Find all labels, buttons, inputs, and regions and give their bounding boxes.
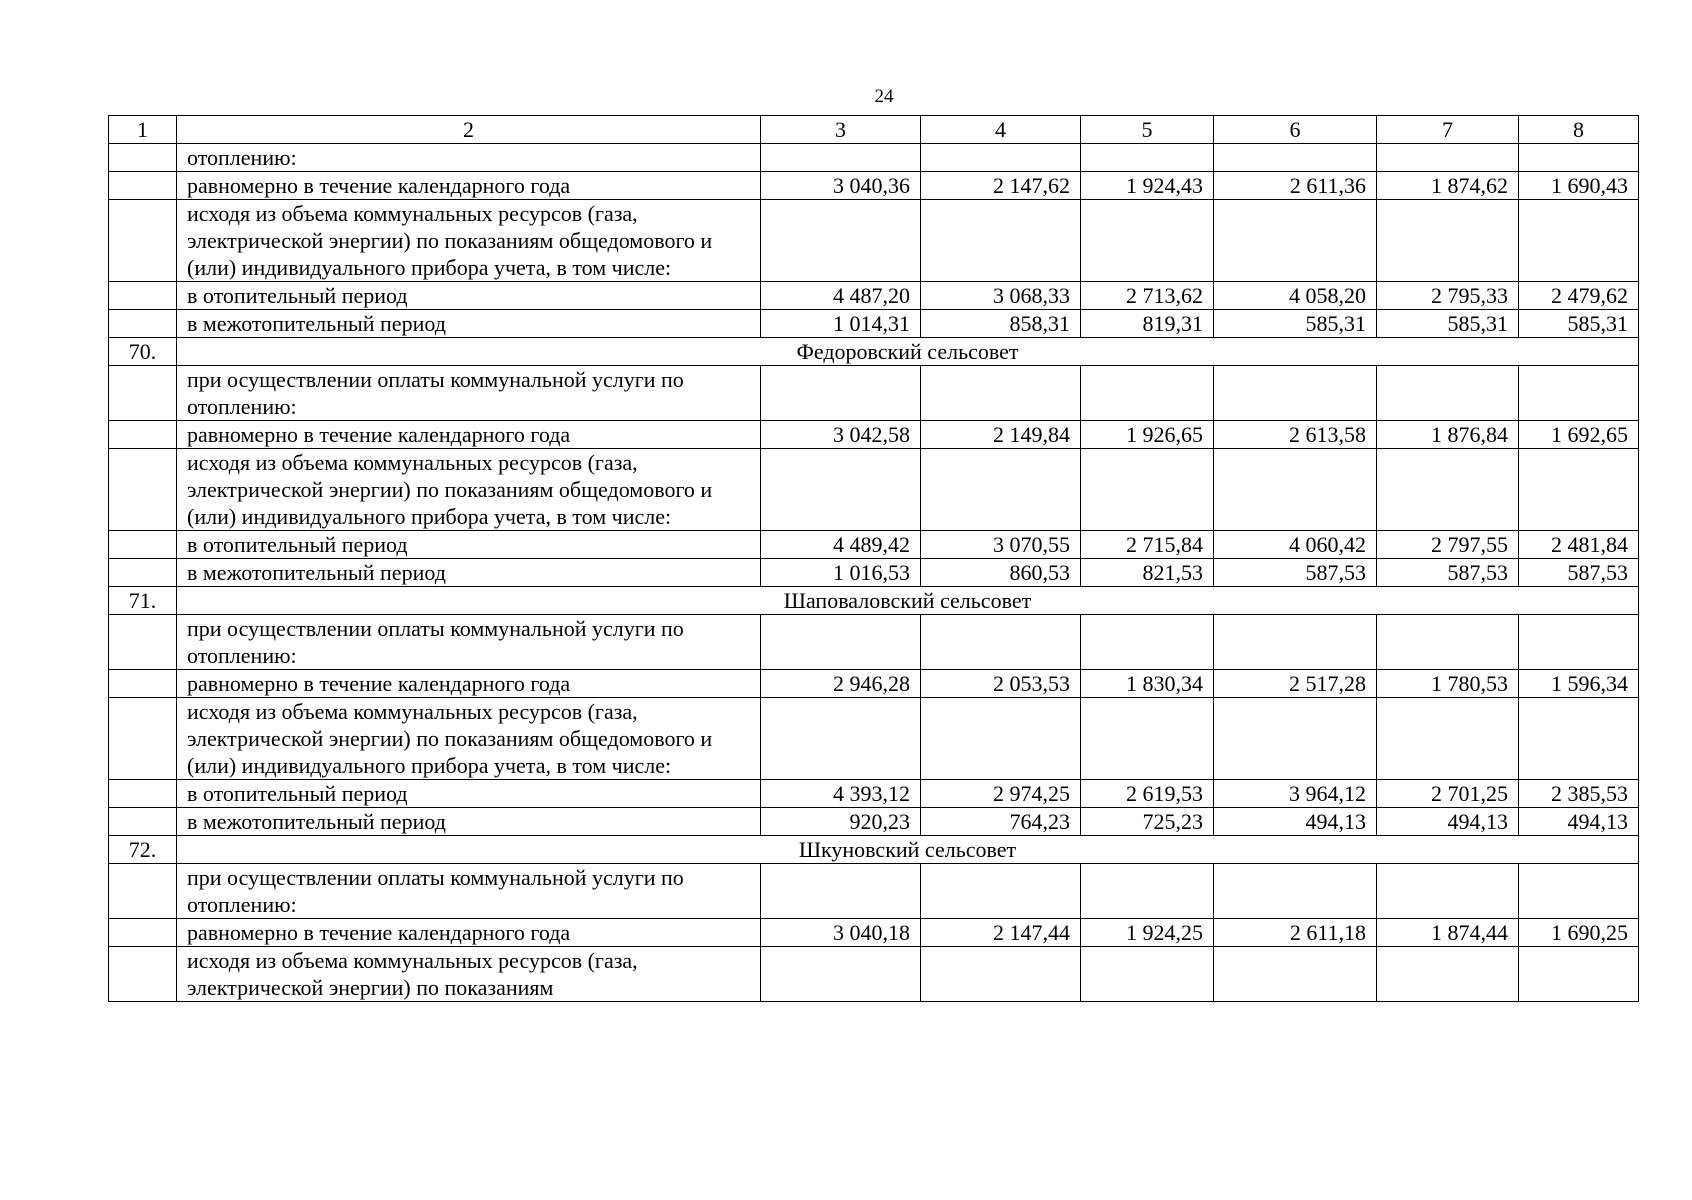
row-description: при осуществлении оплаты коммунальной услуги по отоплению: — [177, 864, 761, 919]
row-index — [109, 531, 177, 559]
table-row — [109, 310, 1639, 338]
row-description: в отопительный период — [177, 282, 761, 310]
value-cell — [1377, 864, 1519, 919]
value-cell — [1377, 449, 1519, 531]
value-cell — [921, 366, 1081, 421]
row-index — [109, 808, 177, 836]
value-cell: 2 147,62 — [921, 172, 1081, 200]
row-index — [109, 282, 177, 310]
value-cell — [1519, 947, 1639, 1002]
value-cell — [1214, 449, 1377, 531]
value-cell — [761, 200, 921, 282]
section-number: 70. — [109, 338, 177, 366]
value-cell: 1 926,65 — [1081, 421, 1214, 449]
table-row — [109, 947, 1639, 1002]
value-cell — [921, 144, 1081, 172]
value-cell: 1 874,62 — [1377, 172, 1519, 200]
value-cell: 920,23 — [761, 808, 921, 836]
row-index — [109, 780, 177, 808]
value-cell — [1377, 698, 1519, 780]
value-cell: 1 690,43 — [1519, 172, 1639, 200]
row-description: при осуществлении оплаты коммунальной услуги по отоплению: — [177, 615, 761, 670]
value-cell — [1081, 615, 1214, 670]
column-number: 2 — [177, 116, 761, 144]
row-index — [109, 172, 177, 200]
value-cell: 2 713,62 — [1081, 282, 1214, 310]
section-title: Шкуновский сельсовет — [177, 836, 1639, 864]
value-cell: 1 876,84 — [1377, 421, 1519, 449]
value-cell — [1081, 200, 1214, 282]
table-row — [109, 282, 1639, 310]
table-row — [109, 449, 1639, 531]
row-description: при осуществлении оплаты коммунальной услуги по отоплению: — [177, 366, 761, 421]
section-title: Шаповаловский сельсовет — [177, 587, 1639, 615]
row-description: в отопительный период — [177, 531, 761, 559]
value-cell — [1377, 947, 1519, 1002]
row-index — [109, 449, 177, 531]
value-cell: 725,23 — [1081, 808, 1214, 836]
row-index — [109, 919, 177, 947]
value-cell — [761, 615, 921, 670]
value-cell — [1519, 144, 1639, 172]
value-cell — [1081, 144, 1214, 172]
value-cell — [1081, 366, 1214, 421]
value-cell — [1519, 366, 1639, 421]
row-index — [109, 947, 177, 1002]
table-row — [109, 698, 1639, 780]
value-cell: 585,31 — [1519, 310, 1639, 338]
table-row — [109, 919, 1639, 947]
value-cell — [1377, 200, 1519, 282]
value-cell: 819,31 — [1081, 310, 1214, 338]
value-cell: 1 596,34 — [1519, 670, 1639, 698]
value-cell: 2 517,28 — [1214, 670, 1377, 698]
row-index — [109, 421, 177, 449]
table-row — [109, 144, 1639, 172]
value-cell: 1 830,34 — [1081, 670, 1214, 698]
value-cell: 3 042,58 — [761, 421, 921, 449]
value-cell: 2 613,58 — [1214, 421, 1377, 449]
value-cell: 821,53 — [1081, 559, 1214, 587]
value-cell: 2 611,36 — [1214, 172, 1377, 200]
value-cell — [1081, 947, 1214, 1002]
value-cell: 587,53 — [1519, 559, 1639, 587]
value-cell: 4 487,20 — [761, 282, 921, 310]
value-cell — [1214, 615, 1377, 670]
table-row — [109, 200, 1639, 282]
column-number: 5 — [1081, 116, 1214, 144]
section-row — [109, 587, 1639, 615]
row-index — [109, 864, 177, 919]
value-cell: 3 040,18 — [761, 919, 921, 947]
row-index — [109, 615, 177, 670]
value-cell: 494,13 — [1519, 808, 1639, 836]
value-cell: 1 924,25 — [1081, 919, 1214, 947]
column-number: 6 — [1214, 116, 1377, 144]
value-cell: 3 070,55 — [921, 531, 1081, 559]
value-cell: 1 874,44 — [1377, 919, 1519, 947]
value-cell: 2 481,84 — [1519, 531, 1639, 559]
value-cell — [1519, 615, 1639, 670]
value-cell: 494,13 — [1214, 808, 1377, 836]
row-index — [109, 310, 177, 338]
value-cell: 764,23 — [921, 808, 1081, 836]
table-row — [109, 780, 1639, 808]
row-description: исходя из объема коммунальных ресурсов (газа, электрической энергии) по показаниям общедомового и (или) индивидуального прибора учета, в том числе: — [177, 698, 761, 780]
section-title: Федоровский сельсовет — [177, 338, 1639, 366]
table-row — [109, 670, 1639, 698]
value-cell: 2 479,62 — [1519, 282, 1639, 310]
value-cell: 2 974,25 — [921, 780, 1081, 808]
value-cell: 1 014,31 — [761, 310, 921, 338]
row-description: равномерно в течение календарного года — [177, 670, 761, 698]
value-cell: 585,31 — [1377, 310, 1519, 338]
value-cell: 2 715,84 — [1081, 531, 1214, 559]
value-cell: 2 946,28 — [761, 670, 921, 698]
value-cell — [1214, 144, 1377, 172]
value-cell — [921, 615, 1081, 670]
value-cell — [1519, 200, 1639, 282]
value-cell — [761, 366, 921, 421]
row-description: в отопительный период — [177, 780, 761, 808]
table-row — [109, 421, 1639, 449]
table-row — [109, 531, 1639, 559]
value-cell: 860,53 — [921, 559, 1081, 587]
column-number: 7 — [1377, 116, 1519, 144]
value-cell: 1 016,53 — [761, 559, 921, 587]
value-cell — [1377, 366, 1519, 421]
page-number: 24 — [874, 86, 894, 107]
value-cell — [1519, 449, 1639, 531]
value-cell: 494,13 — [1377, 808, 1519, 836]
value-cell: 2 701,25 — [1377, 780, 1519, 808]
column-number-row — [109, 116, 1639, 144]
row-index — [109, 200, 177, 282]
value-cell: 3 040,36 — [761, 172, 921, 200]
value-cell: 2 797,55 — [1377, 531, 1519, 559]
value-cell — [921, 698, 1081, 780]
value-cell: 2 795,33 — [1377, 282, 1519, 310]
value-cell — [921, 864, 1081, 919]
value-cell — [1214, 366, 1377, 421]
value-cell — [1081, 698, 1214, 780]
value-cell — [1377, 144, 1519, 172]
value-cell — [1214, 947, 1377, 1002]
section-row — [109, 836, 1639, 864]
row-description: исходя из объема коммунальных ресурсов (газа, электрической энергии) по показаниям общедомового и (или) индивидуального прибора учета, в том числе: — [177, 200, 761, 282]
value-cell: 4 489,42 — [761, 531, 921, 559]
value-cell — [921, 449, 1081, 531]
value-cell: 3 068,33 — [921, 282, 1081, 310]
value-cell: 585,31 — [1214, 310, 1377, 338]
value-cell: 4 060,42 — [1214, 531, 1377, 559]
table-row — [109, 559, 1639, 587]
table-row — [109, 172, 1639, 200]
value-cell — [1214, 698, 1377, 780]
value-cell — [761, 698, 921, 780]
value-cell — [761, 947, 921, 1002]
row-index — [109, 670, 177, 698]
value-cell: 1 692,65 — [1519, 421, 1639, 449]
value-cell: 2 147,44 — [921, 919, 1081, 947]
value-cell: 2 611,18 — [1214, 919, 1377, 947]
value-cell: 2 385,53 — [1519, 780, 1639, 808]
value-cell — [1081, 449, 1214, 531]
value-cell — [761, 144, 921, 172]
value-cell — [1519, 864, 1639, 919]
row-description: в межотопительный период — [177, 310, 761, 338]
row-index — [109, 366, 177, 421]
row-description: исходя из объема коммунальных ресурсов (газа, электрической энергии) по показаниям — [177, 947, 761, 1002]
value-cell: 2 619,53 — [1081, 780, 1214, 808]
section-number: 71. — [109, 587, 177, 615]
value-cell: 587,53 — [1214, 559, 1377, 587]
value-cell: 1 690,25 — [1519, 919, 1639, 947]
value-cell: 3 964,12 — [1214, 780, 1377, 808]
value-cell: 4 058,20 — [1214, 282, 1377, 310]
row-description: исходя из объема коммунальных ресурсов (газа, электрической энергии) по показаниям общедомового и (или) индивидуального прибора учета, в том числе: — [177, 449, 761, 531]
value-cell — [1081, 864, 1214, 919]
value-cell: 1 780,53 — [1377, 670, 1519, 698]
value-cell: 4 393,12 — [761, 780, 921, 808]
value-cell — [921, 947, 1081, 1002]
row-description: равномерно в течение календарного года — [177, 421, 761, 449]
section-row — [109, 338, 1639, 366]
value-cell — [1214, 200, 1377, 282]
value-cell: 858,31 — [921, 310, 1081, 338]
table-row — [109, 864, 1639, 919]
section-number: 72. — [109, 836, 177, 864]
value-cell: 2 053,53 — [921, 670, 1081, 698]
row-index — [109, 698, 177, 780]
row-description: в межотопительный период — [177, 559, 761, 587]
table-row — [109, 808, 1639, 836]
row-index — [109, 559, 177, 587]
value-cell: 2 149,84 — [921, 421, 1081, 449]
value-cell: 587,53 — [1377, 559, 1519, 587]
row-description: в межотопительный период — [177, 808, 761, 836]
column-number: 8 — [1519, 116, 1639, 144]
value-cell — [1214, 864, 1377, 919]
value-cell — [1377, 615, 1519, 670]
column-number: 4 — [921, 116, 1081, 144]
value-cell: 1 924,43 — [1081, 172, 1214, 200]
table-row — [109, 366, 1639, 421]
table-body — [109, 116, 1639, 1002]
value-cell — [761, 449, 921, 531]
column-number: 1 — [109, 116, 177, 144]
tariff-table — [108, 115, 1639, 1002]
row-index — [109, 144, 177, 172]
table-row — [109, 615, 1639, 670]
column-number: 3 — [761, 116, 921, 144]
value-cell — [761, 864, 921, 919]
row-description: равномерно в течение календарного года — [177, 172, 761, 200]
row-description: отоплению: — [177, 144, 761, 172]
value-cell — [921, 200, 1081, 282]
value-cell — [1519, 698, 1639, 780]
row-description: равномерно в течение календарного года — [177, 919, 761, 947]
